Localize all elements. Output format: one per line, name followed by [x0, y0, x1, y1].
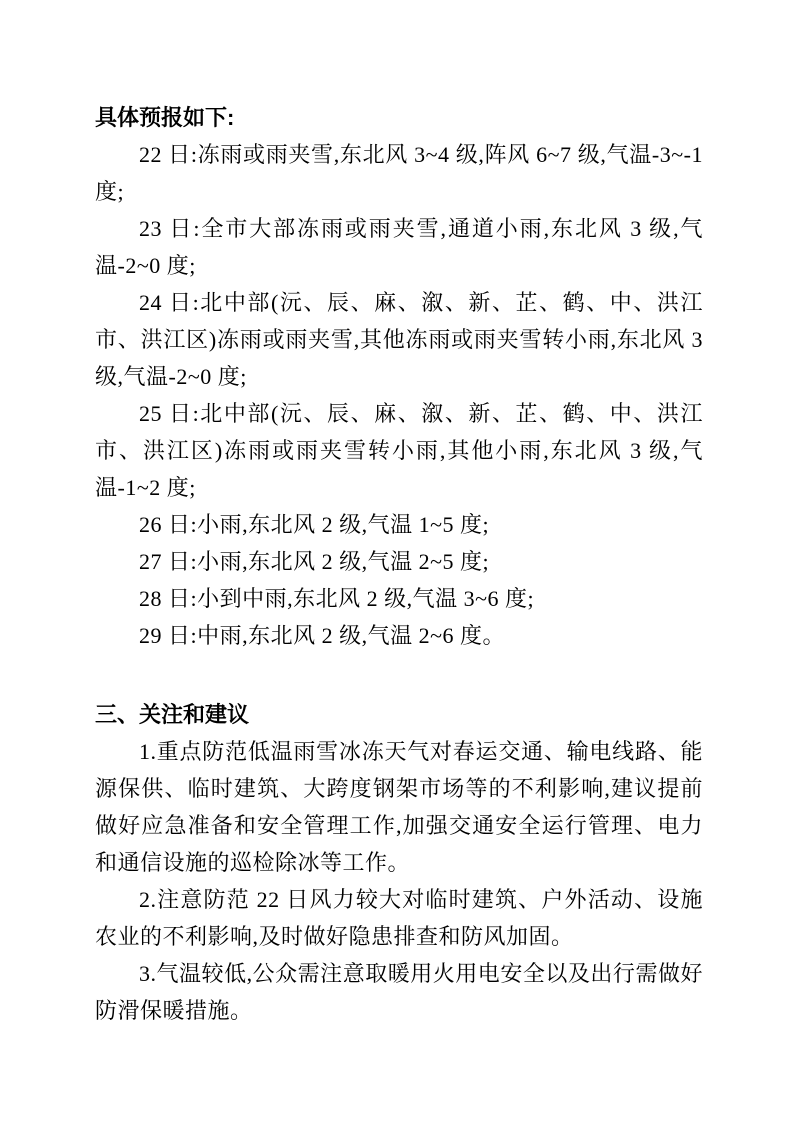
forecast-line-day27: 27 日:小雨,东北风 2 级,气温 2~5 度; — [139, 549, 490, 574]
suggestion-paragraph-1: 1.重点防范低温雨雪冰冻天气对春运交通、输电线路、能源保供、临时建筑、大跨度钢架市场等的不利影响,建议提前做好应急准备和安全管理工作,加强交通安全运行管理、电力和通信设施的巡检除冰等工作。 — [95, 739, 703, 875]
forecast-line-day26: 26 日:小雨,东北风 2 级,气温 1~5 度; — [139, 512, 490, 537]
suggestion-paragraph-3: 3.气温较低,公众需注意取暖用火用电安全以及出行需做好防滑保暖措施。 — [95, 961, 703, 1023]
forecast-line-day23: 23 日:全市大部冻雨或雨夹雪,通道小雨,东北风 3 级,气温-2~0 度; — [95, 216, 703, 278]
suggestion-paragraph-2: 2.注意防范 22 日风力较大对临时建筑、户外活动、设施农业的不利影响,及时做好隐患排查和防风加固。 — [95, 887, 703, 949]
forecast-line-day25: 25 日:北中部(沅、辰、麻、溆、新、芷、鹤、中、洪江市、洪江区)冻雨或雨夹雪转小雨,其他小雨,东北风 3 级,气温-1~2 度; — [95, 401, 703, 500]
forecast-line-day29: 29 日:中雨,东北风 2 级,气温 2~6 度。 — [139, 623, 506, 648]
forecast-heading: 具体预报如下: — [95, 105, 235, 130]
suggestions-section-heading: 三、关注和建议 — [95, 702, 250, 727]
forecast-line-day22: 22 日:冻雨或雨夹雪,东北风 3~4 级,阵风 6~7 级,气温-3~-1 度; — [95, 142, 703, 204]
forecast-line-day24: 24 日:北中部(沅、辰、麻、溆、新、芷、鹤、中、洪江市、洪江区)冻雨或雨夹雪,其他冻雨或雨夹雪转小雨,东北风 3 级,气温-2~0 度; — [95, 290, 703, 389]
forecast-line-day28: 28 日:小到中雨,东北风 2 级,气温 3~6 度; — [139, 586, 535, 611]
